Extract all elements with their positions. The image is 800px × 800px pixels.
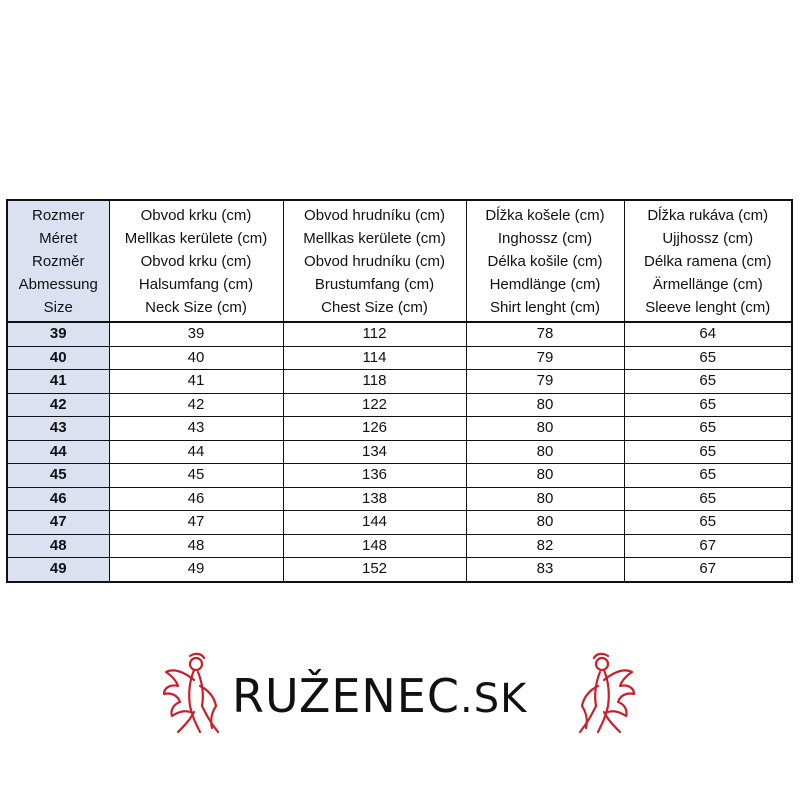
table-cell: 67 bbox=[624, 558, 792, 582]
header-line: Obvod hrudníku (cm) bbox=[304, 207, 445, 224]
header-line: Mellkas kerülete (cm) bbox=[124, 230, 268, 247]
table-cell: 65 bbox=[624, 417, 792, 441]
table-cell: 80 bbox=[466, 417, 624, 441]
table-row bbox=[7, 322, 792, 346]
table-cell: 80 bbox=[466, 511, 624, 535]
table-row bbox=[7, 464, 792, 488]
table-cell: 112 bbox=[283, 322, 466, 346]
brand-name-text: RUŽENEC bbox=[232, 669, 460, 723]
size-chart-table bbox=[6, 199, 793, 583]
table-cell: 152 bbox=[283, 558, 466, 582]
table-cell: 47 bbox=[109, 511, 283, 535]
size-cell: 44 bbox=[7, 440, 109, 464]
header-line: Mellkas kerülete (cm) bbox=[303, 230, 446, 247]
table-cell: 144 bbox=[283, 511, 466, 535]
brand-tld: .SK bbox=[460, 676, 528, 722]
size-cell: 46 bbox=[7, 487, 109, 511]
table-cell: 114 bbox=[283, 346, 466, 370]
table-cell: 67 bbox=[624, 534, 792, 558]
table-header bbox=[7, 200, 792, 322]
header-line: Shirt lenght (cm) bbox=[489, 299, 601, 316]
table-cell: 80 bbox=[466, 440, 624, 464]
size-cell: 40 bbox=[7, 346, 109, 370]
header-line: Size bbox=[43, 299, 73, 316]
table-cell: 136 bbox=[283, 464, 466, 488]
table-cell: 43 bbox=[109, 417, 283, 441]
table-cell: 65 bbox=[624, 393, 792, 417]
table-cell: 45 bbox=[109, 464, 283, 488]
header-line: Hemdlänge (cm) bbox=[489, 276, 601, 293]
table-row bbox=[7, 417, 792, 441]
table-row bbox=[7, 346, 792, 370]
brand-logo bbox=[160, 650, 640, 740]
header-neck-size bbox=[109, 200, 283, 322]
table-cell: 48 bbox=[109, 534, 283, 558]
table-cell: 44 bbox=[109, 440, 283, 464]
table-row bbox=[7, 440, 792, 464]
header-size bbox=[7, 200, 109, 322]
table-row bbox=[7, 534, 792, 558]
table-cell: 122 bbox=[283, 393, 466, 417]
header-line: Halsumfang (cm) bbox=[138, 276, 254, 293]
table-cell: 134 bbox=[283, 440, 466, 464]
size-cell: 47 bbox=[7, 511, 109, 535]
table-cell: 79 bbox=[466, 370, 624, 394]
header-row bbox=[7, 200, 792, 322]
size-cell: 41 bbox=[7, 370, 109, 394]
table-cell: 82 bbox=[466, 534, 624, 558]
table-cell: 126 bbox=[283, 417, 466, 441]
table-cell: 46 bbox=[109, 487, 283, 511]
header-line: Rozměr bbox=[31, 253, 85, 270]
table-cell: 83 bbox=[466, 558, 624, 582]
table-cell: 65 bbox=[624, 346, 792, 370]
header-sleeve-length bbox=[624, 200, 792, 322]
table-cell: 40 bbox=[109, 346, 283, 370]
header-line: Obvod krku (cm) bbox=[140, 207, 252, 224]
angel-icon bbox=[572, 650, 638, 738]
header-line: Délka košile (cm) bbox=[487, 253, 603, 270]
table-row bbox=[7, 511, 792, 535]
header-line: Dĺžka rukáva (cm) bbox=[647, 207, 769, 224]
table-row bbox=[7, 370, 792, 394]
size-cell: 45 bbox=[7, 464, 109, 488]
header-line: Sleeve lenght (cm) bbox=[645, 299, 771, 316]
header-shirt-length bbox=[466, 200, 624, 322]
table-body bbox=[7, 322, 792, 582]
size-cell: 43 bbox=[7, 417, 109, 441]
brand-name bbox=[232, 668, 527, 727]
header-line: Obvod krku (cm) bbox=[140, 253, 252, 270]
header-line: Neck Size (cm) bbox=[145, 299, 247, 316]
table-cell: 65 bbox=[624, 487, 792, 511]
header-line: Obvod hrudníku (cm) bbox=[304, 253, 445, 270]
table-row bbox=[7, 487, 792, 511]
table-cell: 80 bbox=[466, 393, 624, 417]
table-cell: 65 bbox=[624, 464, 792, 488]
table-cell: 49 bbox=[109, 558, 283, 582]
table-cell: 148 bbox=[283, 534, 466, 558]
table-cell: 39 bbox=[109, 322, 283, 346]
size-cell: 48 bbox=[7, 534, 109, 558]
size-cell: 39 bbox=[7, 322, 109, 346]
table-cell: 118 bbox=[283, 370, 466, 394]
table-cell: 138 bbox=[283, 487, 466, 511]
header-line: Chest Size (cm) bbox=[321, 299, 428, 316]
table-cell: 79 bbox=[466, 346, 624, 370]
table-cell: 80 bbox=[466, 464, 624, 488]
table-row bbox=[7, 393, 792, 417]
header-line: Rozmer bbox=[31, 207, 85, 224]
table-cell: 41 bbox=[109, 370, 283, 394]
header-line: Abmessung bbox=[18, 276, 98, 293]
table-cell: 65 bbox=[624, 440, 792, 464]
header-line: Méret bbox=[39, 230, 78, 247]
size-cell: 49 bbox=[7, 558, 109, 582]
table-cell: 42 bbox=[109, 393, 283, 417]
table-cell: 78 bbox=[466, 322, 624, 346]
table-cell: 65 bbox=[624, 511, 792, 535]
header-line: Brustumfang (cm) bbox=[314, 276, 435, 293]
table-cell: 65 bbox=[624, 370, 792, 394]
header-line: Ärmellänge (cm) bbox=[652, 276, 763, 293]
header-line: Inghossz (cm) bbox=[497, 230, 593, 247]
header-line: Dĺžka košele (cm) bbox=[485, 207, 605, 224]
table-cell: 64 bbox=[624, 322, 792, 346]
table-cell: 80 bbox=[466, 487, 624, 511]
angel-icon bbox=[160, 650, 226, 738]
table-row bbox=[7, 558, 792, 582]
header-chest-size bbox=[283, 200, 466, 322]
header-line: Délka ramena (cm) bbox=[643, 253, 772, 270]
header-line: Ujjhossz (cm) bbox=[662, 230, 754, 247]
size-cell: 42 bbox=[7, 393, 109, 417]
